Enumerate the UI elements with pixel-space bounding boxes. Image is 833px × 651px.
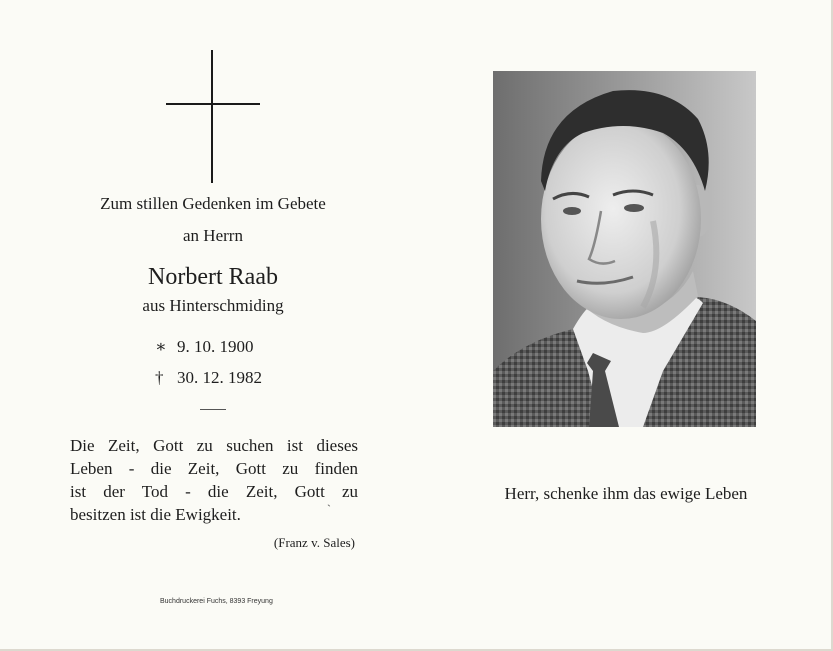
origin-line: aus Hinterschmiding [142,296,284,315]
quote-source: (Franz v. Sales) [273,535,355,550]
cross-icon-vertical [211,50,213,183]
birth-star-icon: ∗ [155,337,167,356]
cross-icon-horizontal [166,103,260,105]
print-speck: ` [327,502,331,516]
quote-line: ist der Tod - die Zeit, Gott zu [70,482,358,501]
quote [70,434,358,526]
death-date: 30. 12. 1982 [177,368,262,387]
death-dagger-icon: † [155,368,164,387]
quote-line: Leben - die Zeit, Gott zu finden [70,459,358,478]
birth-date: 9. 10. 1900 [177,337,254,356]
intro-line-1: Zum stillen Gedenken im Gebete [100,194,326,213]
death-date-row [155,368,262,388]
intro-line-2: an Herrn [183,226,243,245]
birth-date-row [155,337,254,357]
deceased-name: Norbert Raab [148,264,278,290]
blessing-text: Herr, schenke ihm das ewige Leben [504,484,748,503]
portrait-photo [493,71,756,427]
quote-line: besitzen ist die Ewigkeit. [70,505,241,524]
printer-imprint: Buchdruckerei Fuchs, 8393 Freyung [160,598,273,605]
separator-line [200,409,226,410]
quote-line: Die Zeit, Gott zu suchen ist dieses [70,436,358,455]
